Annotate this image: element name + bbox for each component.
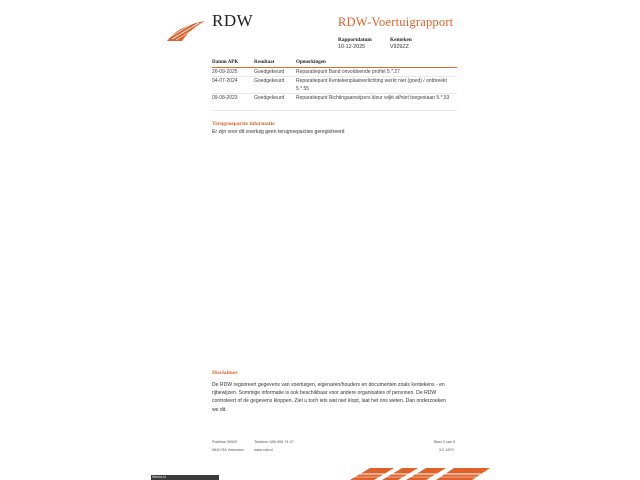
- recall-text: Er zijn voor dit voertuig geen terugroepacties geregistreerd: [212, 129, 345, 135]
- disclaimer-line: controleert of de gegevens kloppen. Ziet u toch iets wat niet klopt, laat het ons weten. Dan onderzoeken: [212, 398, 446, 405]
- rdw-logo-icon: [166, 20, 206, 42]
- footer-city: 9640 RA Veendam: [212, 448, 244, 452]
- row-date: 26-09-2025: [212, 69, 238, 75]
- row-result: Goedgekeurd: [254, 69, 285, 75]
- decorative-stripes-icon: [342, 464, 492, 480]
- plate-value: V929ZZ: [390, 44, 409, 50]
- header-result: Resultaat: [254, 60, 275, 65]
- row-date: 09-08-2023: [212, 95, 238, 101]
- footer-page: Blad 3 van 3: [434, 440, 456, 444]
- bottom-bar-text: Werka.nl: [152, 475, 166, 479]
- apk-table: [212, 59, 457, 111]
- report-date-label: Rapportdatum: [338, 37, 372, 43]
- report-title: RDW-Voertuigrapport: [338, 15, 454, 29]
- table-header: [212, 59, 457, 68]
- table-row: [212, 77, 457, 94]
- footer-postbus: Postbus 30000: [212, 440, 238, 444]
- disclaimer-title: Disclaimer: [212, 370, 238, 376]
- disclaimer-line: we dit.: [212, 406, 227, 413]
- recall-title: Terugroepactie informatie: [212, 121, 275, 127]
- report-date: 10-12-2025: [338, 44, 366, 50]
- plate-label: Kenteken: [390, 37, 412, 43]
- footer-phone: Telefoon 088 008 74 47: [254, 440, 294, 444]
- table-row: [212, 68, 457, 77]
- row-remark: Reparatiepunt Richtingaanwijzers kleur wijkt af/niet toegestaan 5.*.53: [296, 95, 450, 101]
- table-row: [212, 94, 457, 111]
- disclaimer-text: [212, 381, 462, 414]
- row-result: Goedgekeurd: [254, 78, 285, 84]
- header-remarks: Opmerkingen: [296, 60, 326, 65]
- footer-version: 3.0 1870: [439, 448, 454, 452]
- row-result: Goedgekeurd: [254, 95, 285, 101]
- row-remark: Reparatiepunt Band onvoldoende profiel 5.*.27: [296, 69, 400, 75]
- row-date: 04-07-2024: [212, 78, 238, 84]
- header-date: Datum APK: [212, 60, 239, 65]
- disclaimer-line: De RDW registreert gegevens van voertuigen, eigenaren/houders en documenten zoals kentekens - en: [212, 382, 445, 388]
- row-remark: Reparatiepunt Kentekenplaatverlichting werkt niet (goed) / ontbreekt 5.*.55: [296, 78, 447, 92]
- footer-web: www.rdw.nl: [254, 448, 273, 452]
- brand-name: RDW: [212, 11, 254, 30]
- disclaimer-line: rijbewijzen. Sommige informatie is ook beschikbaar voor andere organisaties of personen. De RDW: [212, 390, 437, 397]
